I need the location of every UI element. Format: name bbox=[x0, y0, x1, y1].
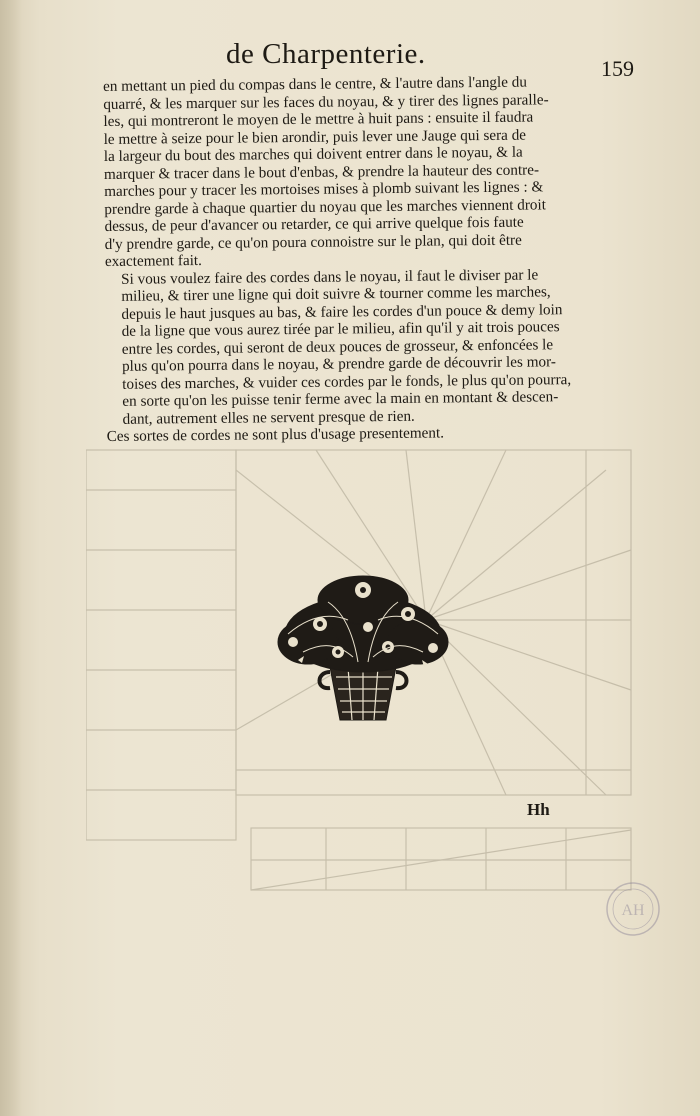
text-line: d'y prendre garde, ce qu'on poura connoistre sur le plan, qui doit être bbox=[104, 231, 522, 253]
text-line: les, qui montreront le moyen de le mettre à huit pans : ensuite il faudra bbox=[103, 108, 534, 130]
text-line: toises des marches, & vuider ces cordes par le fonds, le plus qu'on pourra, bbox=[122, 370, 572, 393]
text-line: de la ligne que vous aurez tirée par le milieu, afin qu'il y ait trois pouces bbox=[121, 318, 560, 340]
text-line: exactement fait. bbox=[104, 251, 202, 270]
text-line: depuis le haut jusques au bas, & faire les cordes d'un pouce & demy loin bbox=[121, 300, 563, 323]
text-line: en mettant un pied du compas dans le centre, & l'autre dans l'angle du bbox=[103, 73, 527, 95]
text-line: plus qu'on pourra dans le noyau, & prendre garde de découvrir les mor- bbox=[121, 353, 556, 375]
flower-basket-icon bbox=[268, 572, 458, 727]
text-line: dant, autrement elles ne servent presque de rien. bbox=[122, 407, 415, 428]
text-line: prendre garde à chaque quartier du noyau que les marches viennent droit bbox=[104, 195, 546, 218]
running-title: de Charpenterie. bbox=[226, 38, 426, 70]
page-number: 159 bbox=[601, 56, 634, 81]
body-text bbox=[103, 72, 637, 445]
paragraph-1 bbox=[103, 72, 635, 270]
signature-mark: Hh bbox=[527, 800, 550, 819]
text-line: en sorte qu'on les puisse tenir ferme avec la main en montant & descen- bbox=[122, 388, 559, 410]
paragraph-2 bbox=[105, 265, 637, 428]
text-line: marches pour y tracer les mortoises mises à plomb suivant les lignes : & bbox=[104, 178, 544, 200]
text-line: Si vous voulez faire des cordes dans le noyau, il faut le diviser par le bbox=[121, 265, 539, 288]
text-line: marquer & tracer dans le bout d'enbas, & prendre la hauteur des contre- bbox=[103, 160, 540, 183]
text-line: entre les cordes, qui seront de deux pouces de grosseur, & enfoncées le bbox=[121, 335, 554, 358]
text-line: quarré, & les marquer sur les faces du noyau, & y tirer des lignes paralle- bbox=[103, 90, 549, 113]
page-gutter-shadow bbox=[0, 0, 22, 1116]
text-line: milieu, & tirer une ligne qui doit suivre & tourner comme les marches, bbox=[121, 283, 551, 305]
text-line: le mettre à seize pour le bien arondir, puis lever une Jauge qui sera de bbox=[103, 126, 527, 148]
text-line: la largeur du bout des marches qui doivent entrer dans le noyau, & la bbox=[103, 143, 523, 165]
text-line: dessus, de peur d'avancer ou retarder, ce qui arrive quelque fois faute bbox=[104, 213, 524, 235]
text-line: Ces sortes de cordes ne sont plus d'usage presentement. bbox=[106, 424, 445, 445]
stamp-text: AH bbox=[621, 902, 645, 919]
library-stamp bbox=[604, 880, 662, 938]
